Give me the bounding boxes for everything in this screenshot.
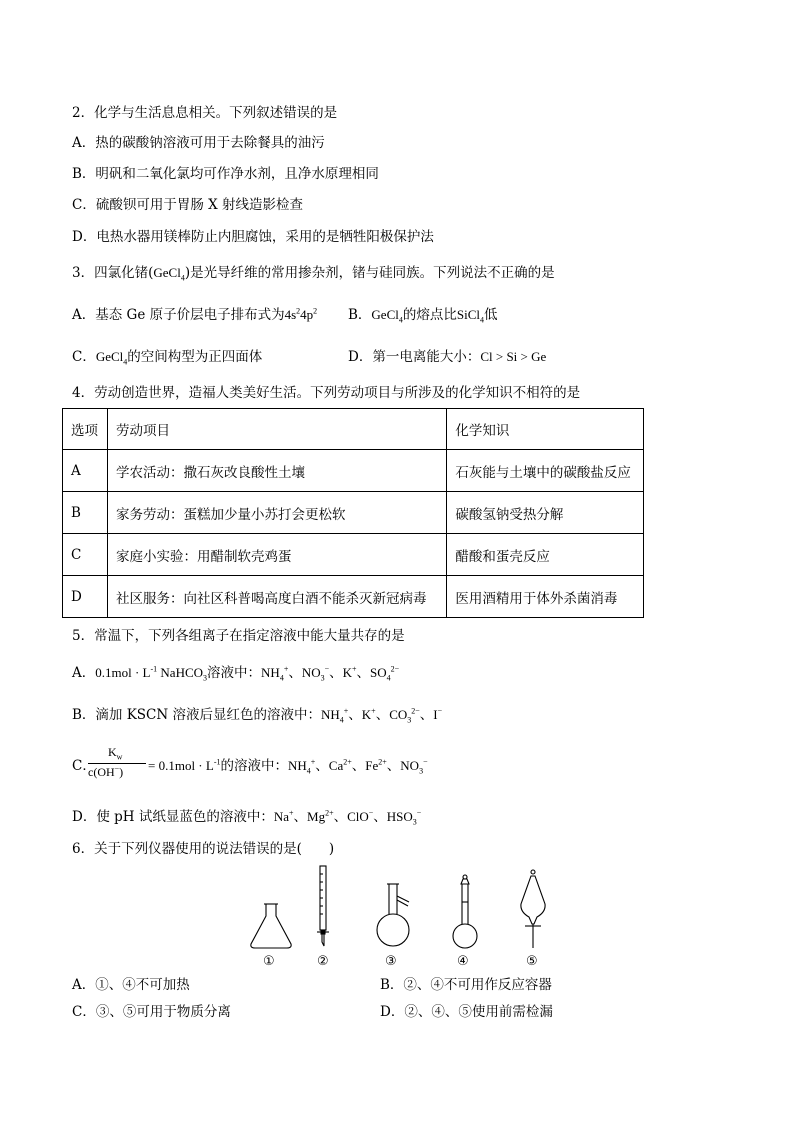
table-row xyxy=(63,576,644,618)
cell-labor: 家庭小实验：用醋制软壳鸡蛋 xyxy=(107,534,446,576)
q3-option-b: B．GeCl$_4$的熔点比SiCl$_4$低 xyxy=(348,307,498,325)
separatory-funnel-icon xyxy=(521,870,545,948)
q4-stem: 4．劳动创造世界，造福人类美好生活。下列劳动项目与所涉及的化学知识不相符的是 xyxy=(72,385,581,401)
header-knowledge: 化学知识 xyxy=(447,409,644,450)
distillation-flask-icon xyxy=(377,884,409,946)
q3-option-c: C．GeCl$_4$的空间构型为正四面体 xyxy=(72,349,263,367)
q5-option-c: = $0.1mol \cdot L^{-1}$的溶液中：$NH_4^+$、$Ca^{2+}$、$Fe^{2+}$、$NO_3^-$ xyxy=(148,757,428,776)
cell-knowledge: 醋酸和蛋壳反应 xyxy=(447,534,644,576)
q3-stem: 3．四氯化锗(GeCl$_4$)是光导纤维的常用掺杂剂，锗与硅同族。下列说法不正确的是 xyxy=(72,265,555,283)
cell-labor: 家务劳动：蛋糕加少量小苏打会更松软 xyxy=(107,492,446,534)
cell-knowledge: 石灰能与土壤中的碳酸盐反应 xyxy=(447,450,644,492)
q6-option-b: B．②、④不可用作反应容器 xyxy=(380,977,552,993)
label-4: ④ xyxy=(457,954,469,969)
cell-knowledge: 碳酸氢钠受热分解 xyxy=(447,492,644,534)
q6-option-d: D．②、④、⑤使用前需检漏 xyxy=(380,1004,553,1020)
cell-labor: 社区服务：向社区科普喝高度白酒不能杀灭新冠病毒 xyxy=(107,576,446,618)
q6-option-a: A．①、④不可加热 xyxy=(72,977,190,993)
cell-knowledge: 医用酒精用于体外杀菌消毒 xyxy=(447,576,644,618)
cell-option: A xyxy=(63,450,108,492)
label-2: ② xyxy=(317,954,329,969)
cell-labor: 学农活动：撒石灰改良酸性土壤 xyxy=(107,450,446,492)
q2-option-a: A．热的碳酸钠溶液可用于去除餐具的油污 xyxy=(72,135,325,151)
header-option: 选项 xyxy=(63,409,108,450)
q6-stem: 6．关于下列仪器使用的说法错误的是( ) xyxy=(72,841,335,857)
table-row xyxy=(63,534,644,576)
q3-option-d: D．第一电离能大小：Cl > Si > Ge xyxy=(348,349,547,365)
q5-option-c-label: C． xyxy=(72,758,96,774)
table-row xyxy=(63,450,644,492)
q4-table xyxy=(62,408,644,618)
lab-apparatus-figure xyxy=(245,862,555,972)
q5-option-a: A．$0.1mol \cdot L^{-1}$ NaHCO$_3$溶液中：$NH_4^+$、$NO_3^-$、K+、$SO_4^{2-}$ xyxy=(72,664,400,683)
q3-option-a: A．基态 Ge 原子价层电子排布式为$4s^24p^2$ xyxy=(72,306,318,323)
q6-option-c: C．③、⑤可用于物质分离 xyxy=(72,1004,231,1020)
q5-option-b: B．滴加 KSCN 溶液后显红色的溶液中：$NH_4^+$、K+、$CO_3^{2-}$、I− xyxy=(72,706,443,725)
table-row xyxy=(63,492,644,534)
burette-icon xyxy=(317,866,329,946)
q5-stem: 5．常温下，下列各组离子在指定溶液中能大量共存的是 xyxy=(72,628,405,644)
kw-fraction: $K_w$ c(OH−) xyxy=(88,745,148,783)
q5-option-d: D．使 pH 试纸显蓝色的溶液中：Na+、$Mg^{2+}$、ClO−、$HSO_3^-$ xyxy=(72,808,422,827)
q2-stem: 2．化学与生活息息相关。下列叙述错误的是 xyxy=(72,105,338,121)
label-1: ① xyxy=(263,954,275,969)
conical-flask-icon xyxy=(251,904,291,948)
cell-option: D xyxy=(63,576,108,618)
header-labor: 劳动项目 xyxy=(107,409,446,450)
gecl4-formula: GeCl$_4$ xyxy=(153,265,185,283)
q2-option-c: C．硫酸钡可用于胃肠 X 射线造影检查 xyxy=(72,197,304,213)
label-5: ⑤ xyxy=(526,954,538,969)
label-3: ③ xyxy=(385,954,397,969)
q2-option-b: B．明矾和二氧化氯均可作净水剂，且净水原理相同 xyxy=(72,166,379,182)
table-header-row xyxy=(63,409,644,450)
cell-option: B xyxy=(63,492,108,534)
cell-option: C xyxy=(63,534,108,576)
volumetric-flask-icon xyxy=(453,875,477,948)
q2-option-d: D．电热水器用镁棒防止内胆腐蚀，采用的是牺牲阳极保护法 xyxy=(72,229,434,245)
